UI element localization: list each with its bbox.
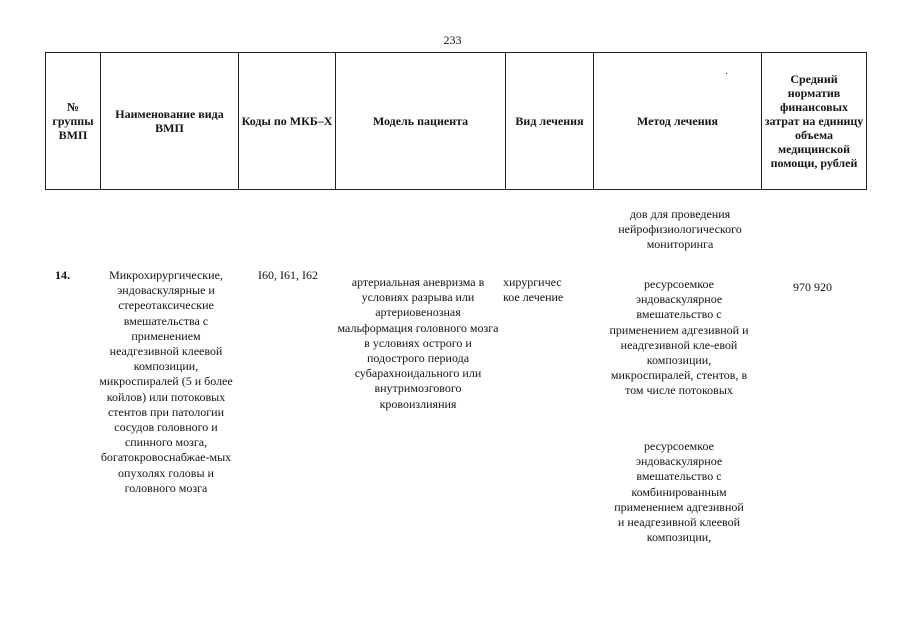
treatment-method: ресурсоемкое эндоваскулярное вмешательство с применением адгезивной и неадгезивной кле-евой композиции, микроспиралей, стентов, в том числе потоковых: [609, 277, 749, 398]
page-number: 233: [443, 33, 462, 47]
header-average-cost: Средний норматив финансовых затрат на единицу объема медицинской помощи, рублей: [762, 53, 867, 190]
header-patient-model: Модель пациента: [336, 53, 506, 190]
treatment-method: ресурсоемкое эндоваскулярное вмешательство с комбинированным применением адгезивной и неадгезивной клеевой композиции,: [614, 439, 744, 545]
average-cost: 970 920: [793, 280, 832, 294]
patient-model: артериальная аневризма в условиях разрыва или артериовенозная мальформация головного мозга в условиях острого и подострого периода субарахноидального или внутримозгового кровоизлияния: [337, 275, 499, 411]
header-treatment-method: Метод лечения: [594, 53, 762, 190]
group-number: 14.: [55, 268, 70, 282]
table-header: [45, 52, 867, 190]
treatment-type: хирургичес кое лечение: [503, 275, 564, 305]
vmp-name: Микрохирургические, эндоваскулярные и стереотаксические вмешательства с применением неадгезивной клеевой композиции, микроспиралей (5 и более койлов) или потоковых стентов при патологии сосудов головного и спинного мозга, богатокровоснабжае-мых опухолях головы и головного мозга: [99, 268, 233, 495]
scan-speck: ·: [725, 69, 729, 80]
header-group-number: № группы ВМП: [46, 53, 101, 190]
header-row: [46, 53, 867, 190]
header-treatment-type: Вид лечения: [506, 53, 594, 190]
method-continuation: дов для проведения нейрофизиологического мониторинга: [618, 207, 742, 252]
icd-codes: I60, I61, I62: [258, 268, 318, 282]
header-vmp-name: Наименование вида ВМП: [101, 53, 239, 190]
header-icd-codes: Коды по МКБ–X: [239, 53, 336, 190]
